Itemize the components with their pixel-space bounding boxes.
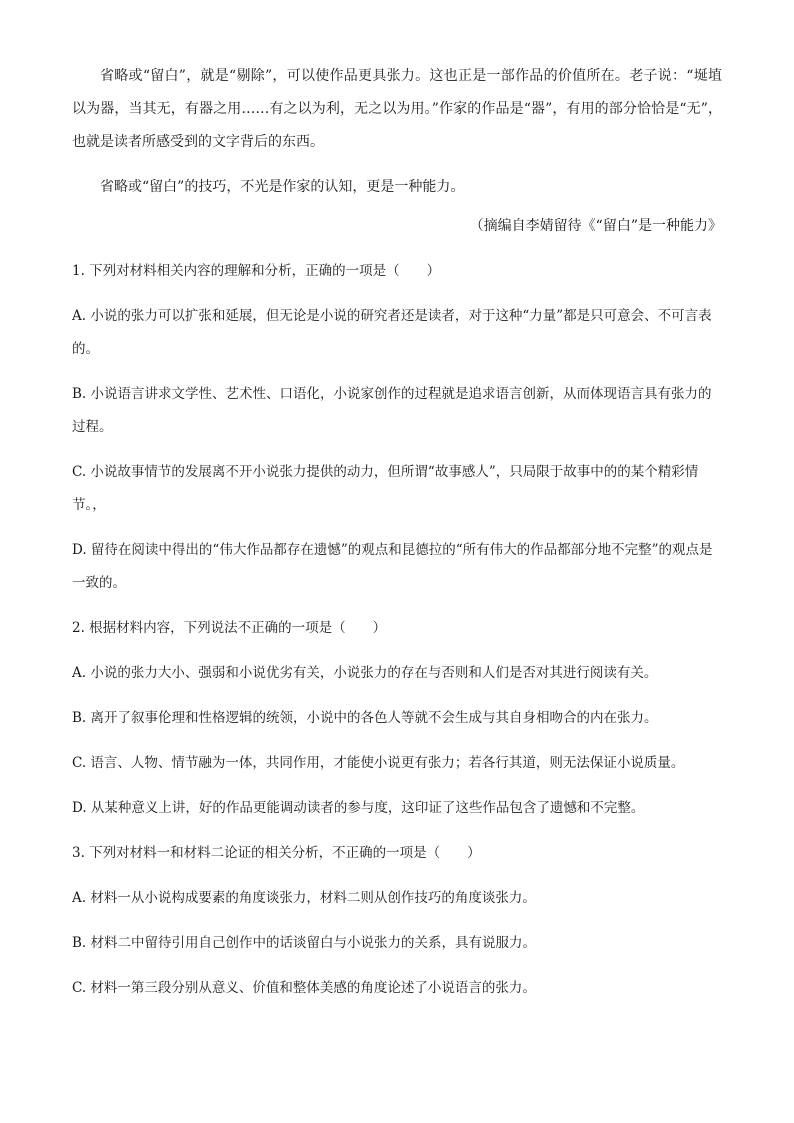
option-b: B. 材料二中留待引用自己创作中的话谈留白与小说张力的关系，具有说服力。 [72,935,537,951]
question-2 [72,612,722,825]
question-3 [72,837,722,1005]
option-a: A. 小说的张力大小、强弱和小说优劣有关，小说张力的存在与否则和人们是否对其进行阅读有关。 [72,665,658,681]
material-paragraph: 省略或“留白”，就是“剔除”，可以使作品更具张力。这也正是一部作品的价值所在。老子说：“埏埴以为器，当其无，有器之用……有之以为利，无之以为用。”作家的作品是“器”，有用的部分恰恰是“无”，也就是读者所感受到的文字背后的东西。 [72,68,722,150]
document-body [72,60,722,1005]
option-c: C. 材料一第三段分别从意义、价值和整体美感的角度论述了小说语言的张力。 [72,980,536,996]
option-a: A. 材料一从小说构成要素的角度谈张力，材料二则从创作技巧的角度谈张力。 [72,890,536,906]
question-1 [72,255,722,600]
option-c: C. 小说故事情节的发展离不开小说张力提供的动力，但所谓“故事感人”，只局限于故事中的的某个精彩情节。， [72,464,699,513]
question-stem: 1. 下列对材料相关内容的理解和分析，正确的一项是（ ） [72,263,441,279]
option-a: A. 小说的张力可以扩张和延展，但无论是小说的研究者还是读者，对于这种“力量”都是只可意会、不可言表的。 [72,308,712,357]
option-b: B. 小说语言讲求文学性、艺术性、口语化，小说家创作的过程就是追求语言创新，从而体现语言具有张力的过程。 [72,386,712,435]
option-c: C. 语言、人物、情节融为一体，共同作用，才能使小说更有张力；若各行其道，则无法保证小说质量。 [72,755,685,771]
option-d: D. 从某种意义上讲，好的作品更能调动读者的参与度，这印证了这些作品包含了遗憾和不完整。 [72,800,645,816]
option-d: D. 留待在阅读中得出的“伟大作品都存在遗憾”的观点和昆德拉的“所有伟大的作品都部分地不完整”的观点是一致的。 [72,542,713,591]
question-stem: 2. 根据材料内容，下列说法不正确的一项是（ ） [72,620,387,636]
option-b: B. 离开了叙事伦理和性格逻辑的统领，小说中的各色人等就不会生成与其自身相吻合的内在张力。 [72,710,658,726]
question-stem: 3. 下列对材料一和材料二论证的相关分析，不正确的一项是（ ） [72,845,481,861]
material-source-citation: （摘编自李婧留待《“留白”是一种能力》 [469,218,722,234]
material-paragraph: 省略或“留白”的技巧，不光是作家的认知，更是一种能力。 [100,179,465,195]
